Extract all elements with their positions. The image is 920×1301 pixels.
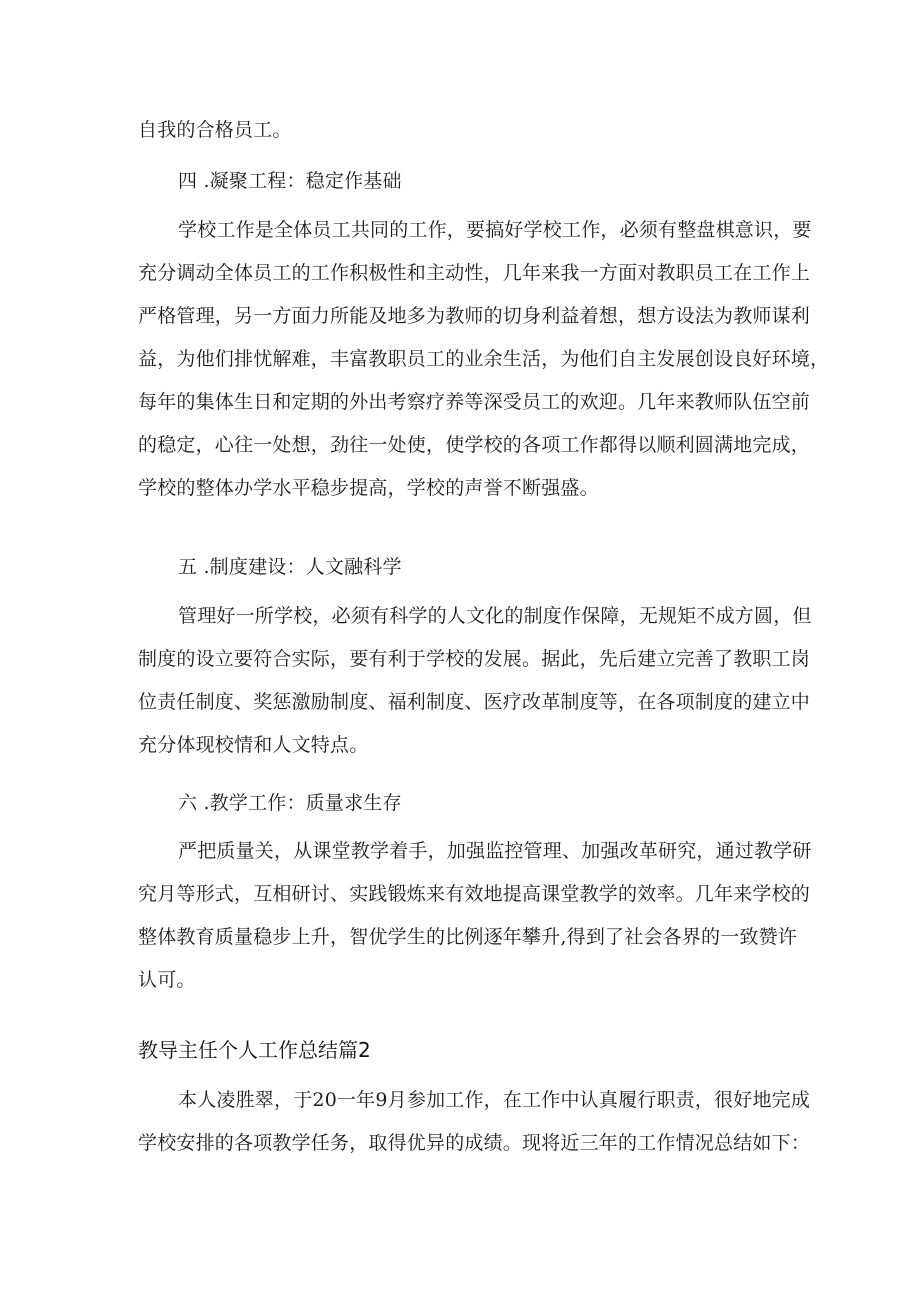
text-line: 的稳定，心往一处想，劲往一处使，使学校的各项工作都得以顺利圆满地完成， [138, 434, 811, 456]
paragraph-4 [138, 209, 830, 510]
text-line: 学校工作是全体员工共同的工作，要搞好学校工作，必须有整盘棋意识，要 [178, 219, 812, 241]
text-line: 认可。 [138, 969, 196, 991]
text-line: 整体教育质量稳步上升，智优学生的比例逐年攀升,得到了社会各界的一致赞许 [138, 926, 798, 948]
text-line: 学校安排的各项教学任务，取得优异的成绩。现将近三年的工作情况总结如下： [138, 1132, 811, 1154]
text-line: 学校的整体办学水平稳步提高，学校的声誉不断强盛。 [138, 477, 599, 499]
text-line: 益，为他们排忧解难，丰富教职员工的业余生活，为他们自主发展创设良好环境， [138, 348, 830, 370]
article-title: 教导主任个人工作总结篇2 [138, 1038, 371, 1062]
text-line: 每年的集体生日和定期的外出考察疗养等深受员工的欢迎。几年来教师队伍空前 [138, 391, 811, 413]
section-heading-4 [138, 160, 790, 203]
text-line: 自我的合格员工。 [138, 119, 292, 141]
paragraph-intro-tail [138, 109, 790, 152]
text-line: 充分调动全体员工的工作积极性和主动性，几年来我一方面对教职员工在工作上 [138, 262, 811, 284]
section-heading-6 [138, 782, 790, 825]
text-line: 位责任制度、奖惩激励制度、福利制度、医疗改革制度等，在各项制度的建立中 [138, 691, 811, 713]
paragraph-7 [138, 1079, 811, 1165]
text-line: 严格管理，另一方面力所能及地多为教师的切身利益着想，想方设法为教师谋利 [138, 305, 811, 327]
text-line: 严把质量关，从课堂教学着手，加强监控管理、加强改革研究，通过教学研 [178, 840, 812, 862]
text-line: 究月等形式，互相研讨、实践锻炼来有效地提高课堂教学的效率。几年来学校的 [138, 883, 811, 905]
paragraph-5 [138, 595, 812, 767]
text-line: 充分体现校情和人文特点。 [138, 734, 369, 756]
paragraph-6 [138, 830, 812, 1002]
heading-text: 六 .教学工作：质量求生存 [178, 792, 402, 814]
text-line: 本人凌胜翠，于20一年9月参加工作，在工作中认真履行职责，很好地完成 [178, 1089, 811, 1111]
text-line: 管理好一所学校，必须有科学的人文化的制度作保障，无规矩不成方圆，但 [178, 605, 812, 627]
heading-text: 五 .制度建设：人文融科学 [178, 556, 402, 578]
text-line: 制度的设立要符合实际，要有利于学校的发展。据此，先后建立完善了教职工岗 [138, 648, 811, 670]
section-heading-5 [138, 546, 790, 589]
heading-text: 四 .凝聚工程：稳定作基础 [178, 170, 402, 192]
